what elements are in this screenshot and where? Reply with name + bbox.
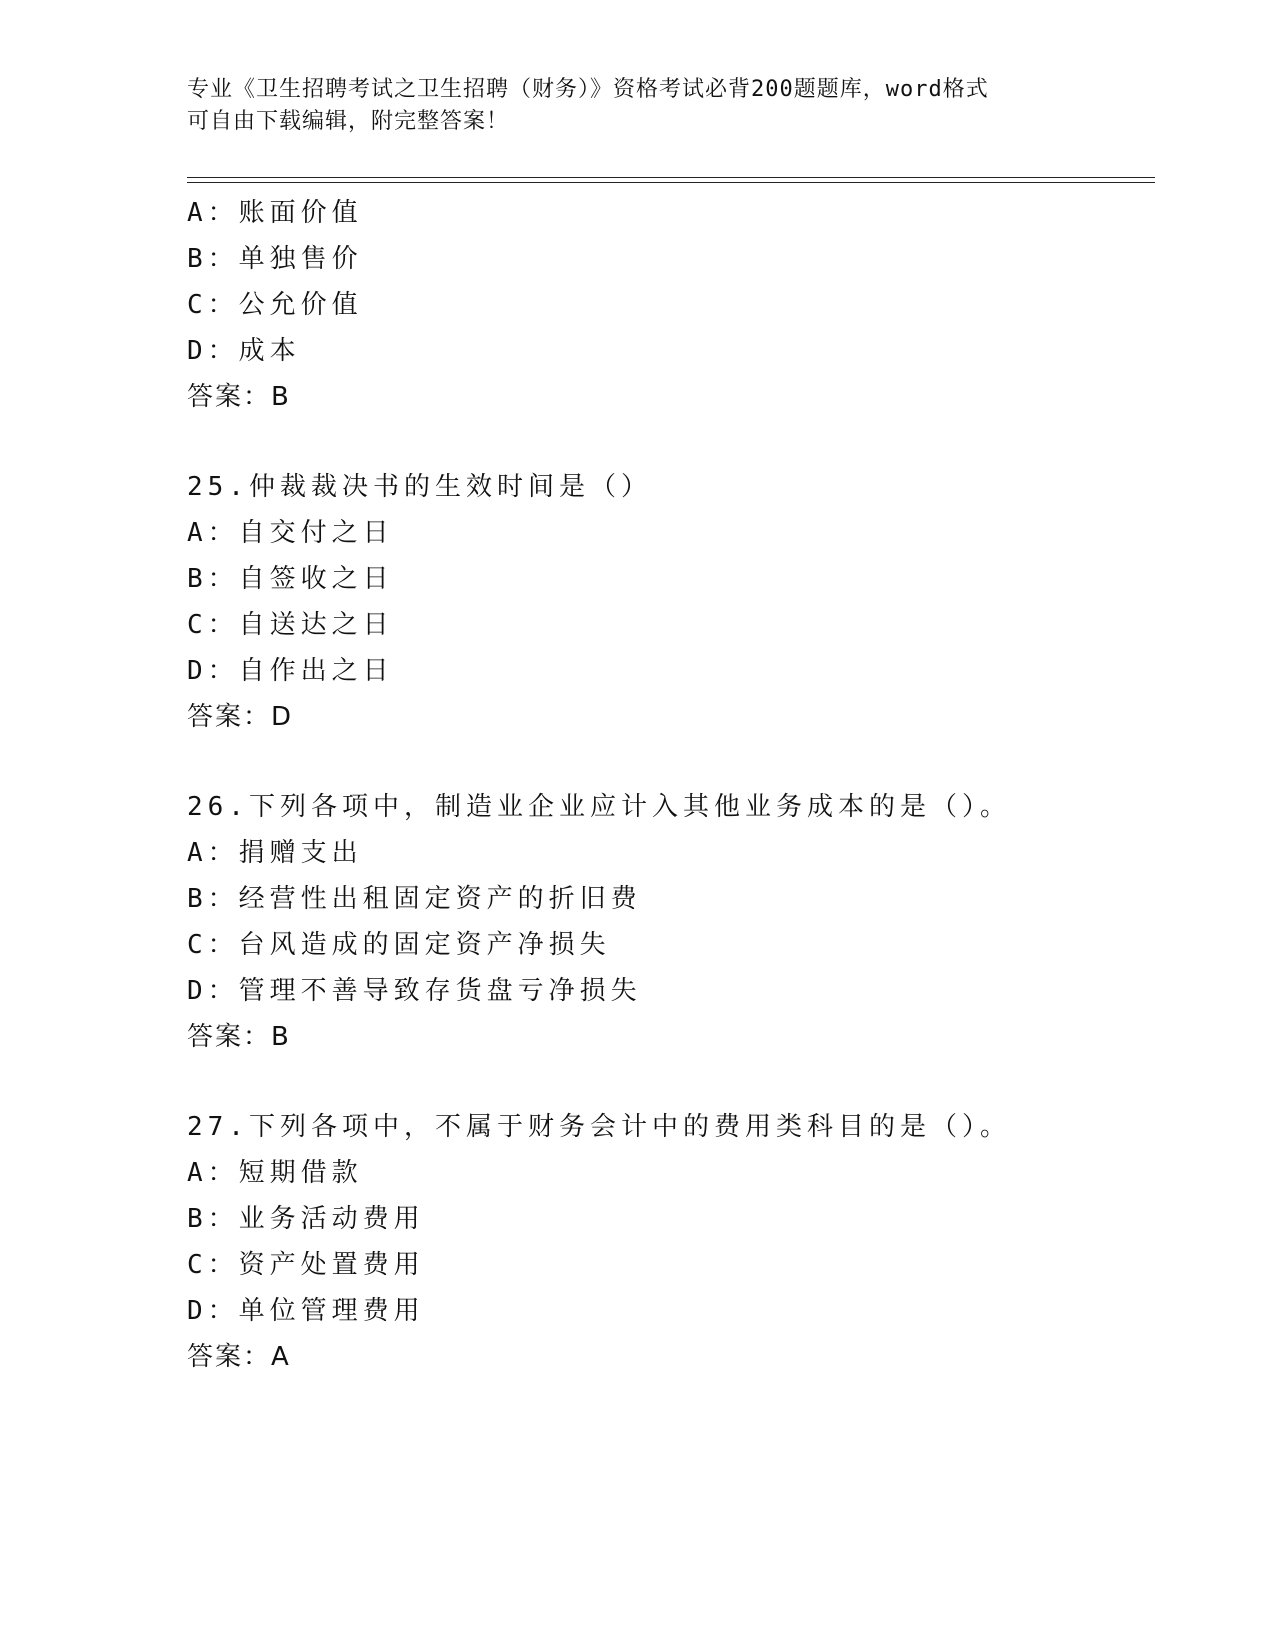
question-block-27 <box>187 1104 1167 1380</box>
option-c: C：台风造成的固定资产净损失 <box>187 930 611 960</box>
question-title: 27.下列各项中，不属于财务会计中的费用类科目的是（）。 <box>187 1112 1011 1142</box>
question-block-continued <box>187 190 1167 420</box>
option-a: A：自交付之日 <box>187 518 394 548</box>
option-c: C：公允价值 <box>187 290 363 320</box>
spacer <box>187 1060 1167 1104</box>
question-title: 26.下列各项中，制造业企业应计入其他业务成本的是（）。 <box>187 792 1011 822</box>
option-c: C：自送达之日 <box>187 610 394 640</box>
question-block-25 <box>187 464 1167 740</box>
option-d: D：管理不善导致存货盘亏净损失 <box>187 976 642 1006</box>
spacer <box>187 420 1167 464</box>
option-b: B：单独售价 <box>187 244 363 274</box>
option-b: B：业务活动费用 <box>187 1204 425 1234</box>
question-title: 25.仲裁裁决书的生效时间是（） <box>187 472 652 502</box>
answer-line: 答案：B <box>187 1022 291 1052</box>
header-line-1: 专业《卫生招聘考试之卫生招聘（财务）》资格考试必背200题题库，word格式 <box>187 77 989 102</box>
answer-line: 答案：D <box>187 702 294 732</box>
option-d: D：自作出之日 <box>187 656 394 686</box>
header-divider-top <box>187 177 1155 178</box>
answer-line: 答案：A <box>187 1342 291 1372</box>
header-divider-bottom <box>187 182 1155 183</box>
option-a: A：捐赠支出 <box>187 838 363 868</box>
option-d: D：单位管理费用 <box>187 1296 425 1326</box>
document-header <box>187 74 1087 138</box>
option-a: A：短期借款 <box>187 1158 363 1188</box>
question-block-26 <box>187 784 1167 1060</box>
option-a: A：账面价值 <box>187 198 363 228</box>
option-c: C：资产处置费用 <box>187 1250 425 1280</box>
header-line-2: 可自由下载编辑，附完整答案！ <box>187 109 510 134</box>
spacer <box>187 740 1167 784</box>
answer-line: 答案：B <box>187 382 291 412</box>
option-b: B：自签收之日 <box>187 564 394 594</box>
option-d: D：成本 <box>187 336 301 366</box>
question-list <box>187 190 1167 1380</box>
option-b: B：经营性出租固定资产的折旧费 <box>187 884 642 914</box>
